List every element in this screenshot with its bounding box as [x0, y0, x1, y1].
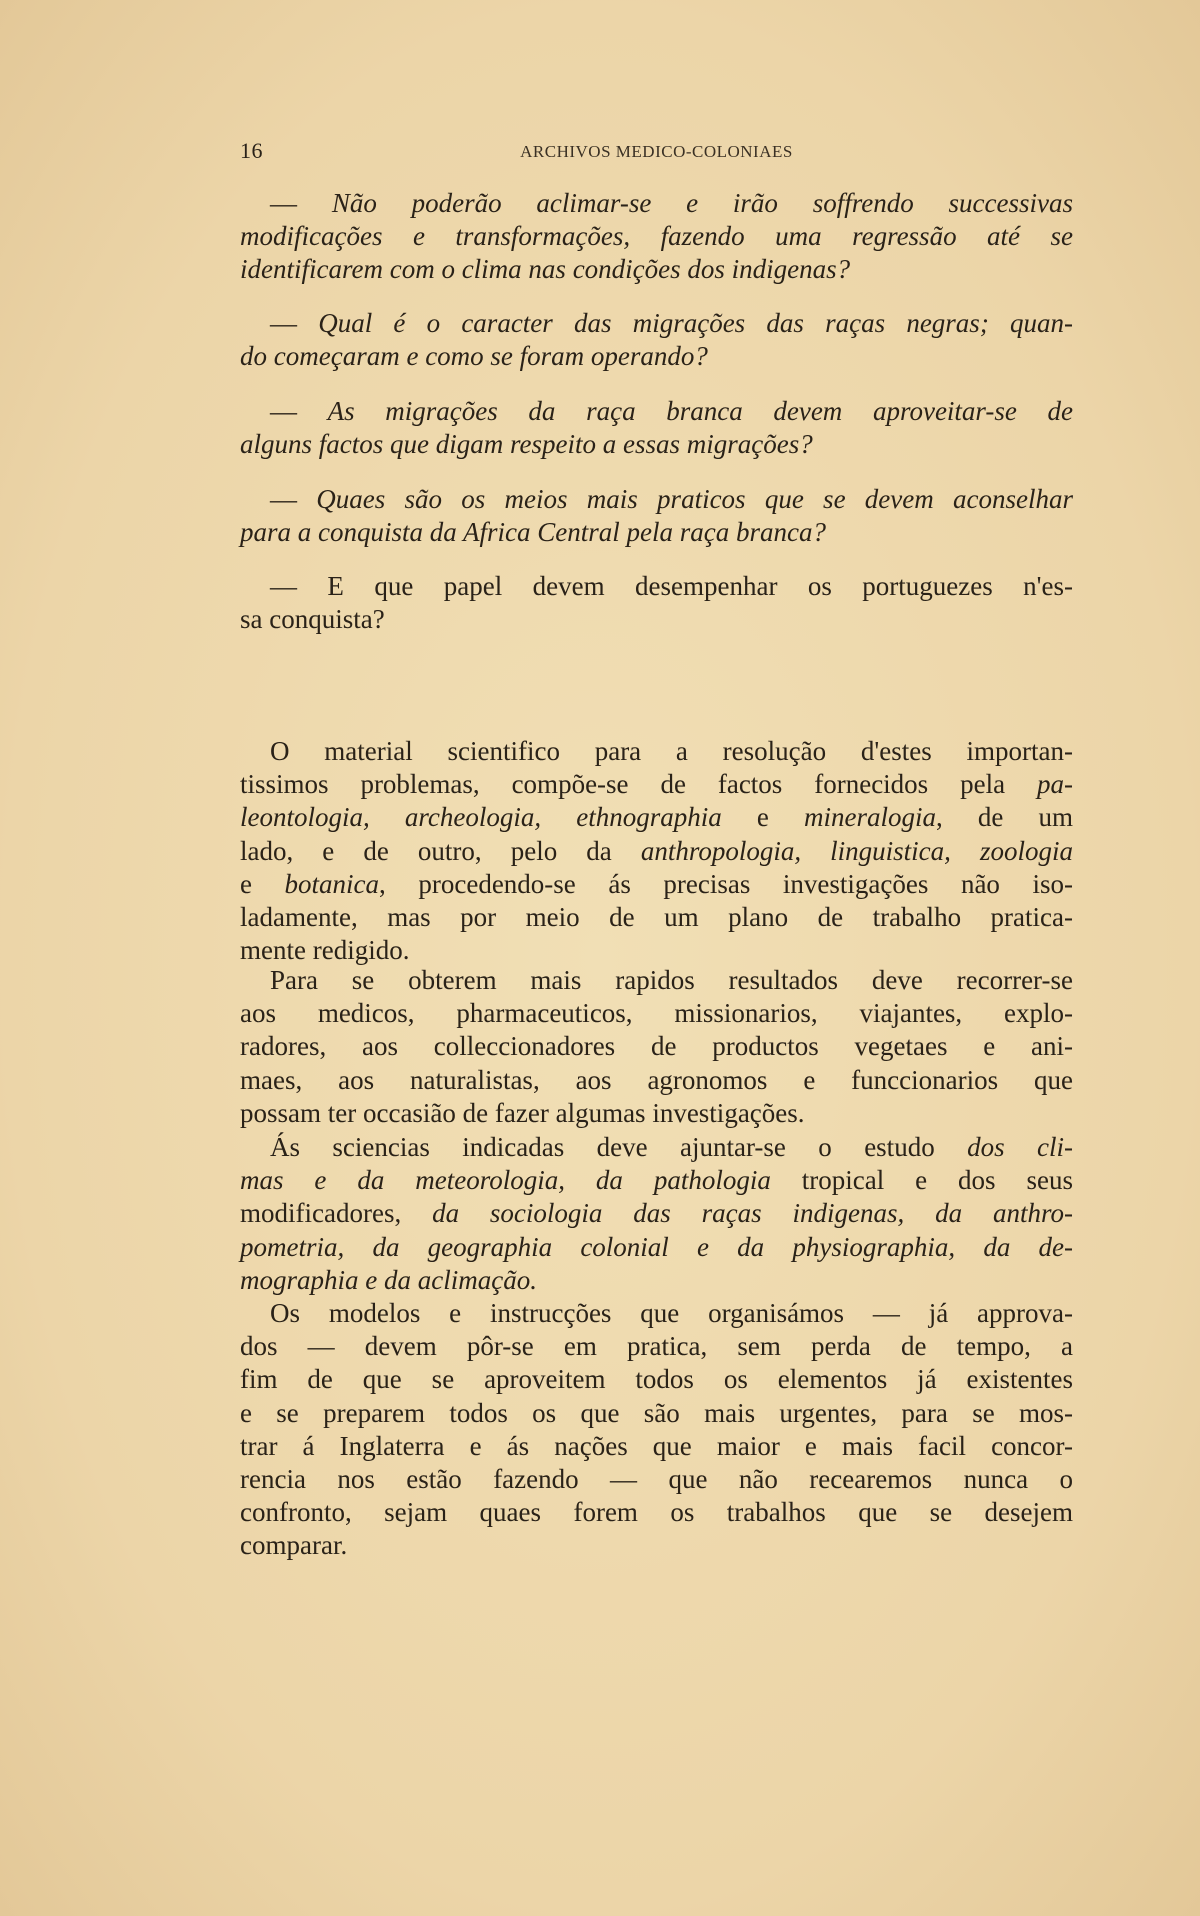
- paragraph-line: [240, 1430, 1073, 1463]
- paragraph-line: [240, 1131, 1073, 1164]
- question-5: [240, 570, 1073, 636]
- page-number: 16: [240, 138, 263, 163]
- paragraph-text: fim de que se aproveitem todos os elementos já existentes: [240, 1364, 1073, 1395]
- paragraph-line: [240, 1330, 1073, 1363]
- paragraph-line: [240, 1397, 1073, 1430]
- paragraph-3: [240, 1131, 1073, 1297]
- question-3: [240, 395, 1073, 461]
- question-line: [240, 220, 1073, 253]
- paragraph-text: e botanica, procedendo-se ás precisas investigações não iso-: [240, 868, 1073, 899]
- paragraph-1: [240, 735, 1073, 967]
- em-dash: —: [270, 188, 332, 218]
- question-line: [240, 395, 1073, 428]
- paragraph-text: dos — devem pôr-se em pratica, sem perda de tempo, a: [240, 1331, 1073, 1362]
- paragraph-line: [240, 1197, 1073, 1230]
- paragraph-text: leontologia, archeologia, ethnographia e mineralogia, de um: [240, 802, 1073, 833]
- paragraph-text: mente redigido.: [240, 935, 410, 966]
- question-line: [240, 428, 1073, 461]
- running-title: ARCHIVOS MEDICO-COLONIAES: [520, 142, 793, 161]
- question-text: sa conquista?: [240, 604, 385, 634]
- paragraph-text: O material scientifico para a resolução d'estes importan-: [270, 736, 1073, 766]
- paragraph-text: possam ter occasião de fazer algumas investigações.: [240, 1097, 805, 1128]
- em-dash: —: [270, 571, 328, 601]
- paragraph-text: trar á Inglaterra e ás nações que maior e mais facil concor-: [240, 1430, 1073, 1461]
- paragraph-line: [240, 801, 1073, 834]
- paragraph-text: confronto, sejam quaes forem os trabalhos que se desejem: [240, 1497, 1073, 1528]
- paragraph-line: [240, 1231, 1073, 1264]
- paragraph-line: [240, 1030, 1073, 1063]
- paragraph-2: [240, 964, 1073, 1130]
- em-dash: —: [270, 308, 319, 338]
- paragraph-line: [240, 868, 1073, 901]
- page-header: [240, 138, 1073, 168]
- paragraph-text: mographia e da aclimação.: [240, 1264, 537, 1295]
- question-text: identificarem com o clima nas condições dos indigenas?: [240, 254, 851, 284]
- paragraph-line: [240, 1097, 1073, 1130]
- question-text: modificações e transformações, fazendo uma regressão até se: [240, 221, 1073, 251]
- question-1: [240, 187, 1073, 286]
- question-text: Não poderão aclimar-se e irão soffrendo successivas: [331, 188, 1074, 218]
- question-text: Quaes são os meios mais praticos que se devem aconselhar: [316, 484, 1073, 514]
- paragraph-4: [240, 1297, 1073, 1563]
- paragraph-line: [240, 1463, 1073, 1496]
- paragraph-line: [240, 1529, 1073, 1562]
- question-line: [240, 516, 1073, 549]
- em-dash: —: [270, 484, 317, 514]
- paragraph-line: [240, 768, 1073, 801]
- paragraph-text: aos medicos, pharmaceuticos, missionarios, viajantes, explo-: [240, 998, 1073, 1029]
- paragraph-text: comparar.: [240, 1530, 348, 1561]
- paragraph-text: lado, e de outro, pelo da anthropologia, linguistica, zoologia: [240, 835, 1073, 866]
- question-4: [240, 483, 1073, 549]
- paragraph-line: [240, 1297, 1073, 1330]
- question-text: alguns factos que digam respeito a essas migrações?: [240, 429, 813, 459]
- paragraph-text: ladamente, mas por meio de um plano de trabalho pratica-: [240, 902, 1073, 933]
- paragraph-text: modificadores, da sociologia das raças indigenas, da anthro-: [240, 1198, 1073, 1229]
- paragraph-text: radores, aos colleccionadores de productos vegetaes e ani-: [240, 1031, 1073, 1062]
- paragraph-text: tissimos problemas, compõe-se de factos fornecidos pela pa-: [240, 769, 1073, 800]
- paragraph-line: [240, 901, 1073, 934]
- paragraph-line: [240, 934, 1073, 967]
- paragraph-text: pometria, da geographia colonial e da physiographia, da de-: [240, 1231, 1073, 1262]
- question-text: do começaram e como se foram operando?: [240, 341, 708, 371]
- paragraph-line: [240, 1363, 1073, 1396]
- question-text: Qual é o caracter das migrações das raças negras; quan-: [318, 308, 1074, 338]
- paragraph-text: Ás sciencias indicadas deve ajuntar-se o estudo dos cli-: [270, 1132, 1073, 1162]
- question-line: [240, 187, 1073, 220]
- paragraph-line: [240, 1496, 1073, 1529]
- question-2: [240, 307, 1073, 373]
- paragraph-text: rencia nos estão fazendo — que não recearemos nunca o: [240, 1464, 1073, 1495]
- paragraph-line: [240, 997, 1073, 1030]
- em-dash: —: [270, 396, 328, 426]
- paragraph-text: e se preparem todos os que são mais urgentes, para se mos-: [240, 1397, 1073, 1428]
- question-line: [240, 307, 1073, 340]
- question-text: para a conquista da Africa Central pela raça branca?: [240, 517, 826, 547]
- question-line: [240, 253, 1073, 286]
- question-text: As migrações da raça branca devem aproveitar-se de: [327, 396, 1074, 426]
- paragraph-line: [240, 735, 1073, 768]
- paragraph-line: [240, 1264, 1073, 1297]
- paragraph-text: Para se obterem mais rapidos resultados deve recorrer-se: [270, 965, 1073, 995]
- question-line: [240, 570, 1073, 603]
- question-line: [240, 603, 1073, 636]
- question-text: E que papel devem desempenhar os portuguezes n'es-: [327, 571, 1073, 601]
- paragraph-text: Os modelos e instrucções que organisámos — já approva-: [270, 1298, 1073, 1328]
- paragraph-line: [240, 835, 1073, 868]
- paragraph-text: mas e da meteorologia, da pathologia tropical e dos seus: [240, 1165, 1073, 1196]
- paragraph-line: [240, 1164, 1073, 1197]
- paragraph-line: [240, 964, 1073, 997]
- question-line: [240, 483, 1073, 516]
- paragraph-text: maes, aos naturalistas, aos agronomos e funccionarios que: [240, 1064, 1073, 1095]
- question-line: [240, 340, 1073, 373]
- paragraph-line: [240, 1064, 1073, 1097]
